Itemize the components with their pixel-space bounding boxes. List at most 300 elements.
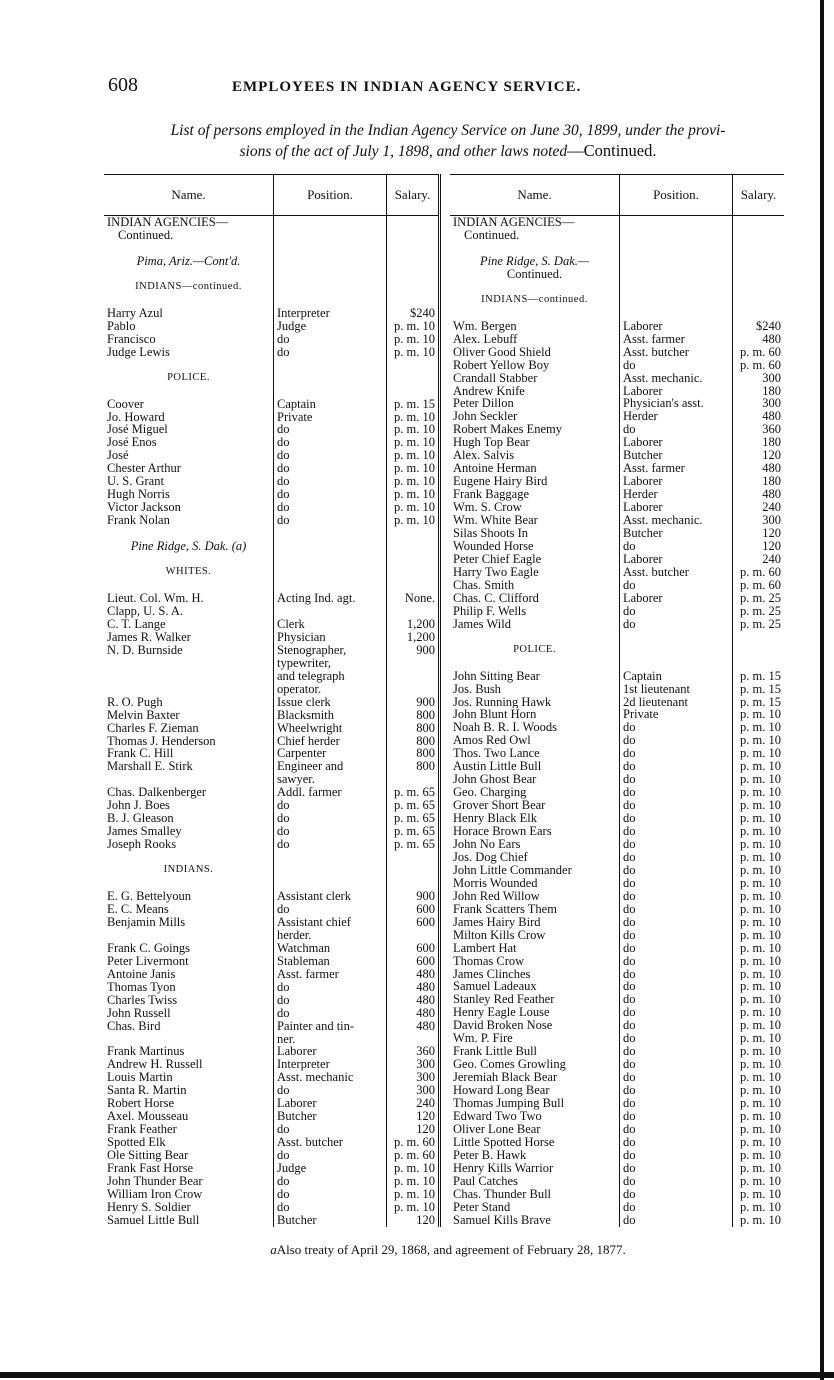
employee-salary: 360	[733, 423, 785, 436]
employee-salary: 800	[387, 747, 440, 760]
employee-name: James Clinches	[453, 967, 531, 981]
employee-name: Santa R. Martin	[107, 1084, 187, 1098]
employee-salary: 300	[733, 397, 785, 410]
employee-position: Asst. mechanic.	[620, 372, 733, 385]
table-row	[104, 1214, 440, 1227]
table-row	[450, 1071, 784, 1084]
employee-salary: 120	[387, 1123, 440, 1136]
employee-salary: 800	[387, 709, 440, 722]
table-row	[104, 760, 440, 773]
employee-name: Oliver Lone Bear	[453, 1122, 541, 1136]
group-label-indians-cont: INDIANS—continued.	[481, 293, 588, 305]
employee-name: Victor Jackson	[107, 501, 181, 515]
employee-position: Herder	[620, 410, 733, 423]
position-cell	[274, 553, 387, 566]
section-heading: INDIAN AGENCIES—	[107, 215, 229, 229]
employee-position: do	[620, 838, 733, 851]
table-row	[450, 825, 784, 838]
employee-name: Lambert Hat	[453, 941, 517, 955]
table-row	[104, 488, 440, 501]
salary-cell	[387, 385, 440, 398]
section-heading: INDIAN AGENCIES—	[453, 215, 575, 229]
table-row	[450, 514, 784, 527]
employee-position: do	[620, 760, 733, 773]
employee-name: Louis Martin	[107, 1071, 173, 1085]
employee-name: Paul Catches	[453, 1174, 518, 1188]
table-row	[450, 721, 784, 734]
right-table	[450, 174, 784, 1227]
employee-name: James Smalley	[107, 825, 182, 839]
employee-salary: p. m. 10	[733, 1201, 785, 1214]
employee-name: Jos. Running Hawk	[453, 695, 552, 709]
employee-salary: p. m. 10	[387, 501, 440, 514]
table-row	[104, 696, 440, 709]
employee-name: Austin Little Bull	[453, 760, 542, 774]
employee-position: do	[274, 346, 387, 359]
employee-salary: p. m. 10	[387, 436, 440, 449]
table-row	[450, 475, 784, 488]
table-row	[450, 579, 784, 592]
employee-position: Asst. mechanic	[274, 1071, 387, 1084]
employee-position: Asst. butcher	[620, 346, 733, 359]
employee-position: 1st lieutenant	[620, 683, 733, 696]
employee-salary	[387, 657, 440, 670]
table-label-row	[450, 268, 784, 281]
employee-name: John Russell	[107, 1006, 171, 1020]
employee-name: David Broken Nose	[453, 1019, 553, 1033]
table-row	[104, 1162, 440, 1175]
employee-position: do	[274, 799, 387, 812]
employee-position: do	[274, 812, 387, 825]
table-row	[450, 527, 784, 540]
table-row	[104, 747, 440, 760]
employee-name: John Thunder Bear	[107, 1175, 203, 1188]
employee-salary: p. m. 10	[733, 1175, 785, 1188]
employee-name: Andrew H. Russell	[107, 1058, 203, 1072]
table-row	[104, 657, 440, 670]
salary-cell	[733, 268, 785, 281]
table-row	[104, 631, 440, 644]
table-row	[450, 1058, 784, 1071]
employee-position: do	[274, 994, 387, 1007]
employee-position: Butcher	[620, 449, 733, 462]
table-row	[450, 773, 784, 786]
employee-name: José Enos	[107, 436, 157, 450]
employee-position: Herder	[620, 488, 733, 501]
employee-position: do	[274, 825, 387, 838]
employee-position: do	[274, 501, 387, 514]
employee-position: do	[274, 462, 387, 475]
employee-name: Jo. Howard	[107, 410, 165, 424]
table-row	[104, 994, 440, 1007]
employee-name: Thomas Tyon	[107, 980, 176, 994]
table-row	[104, 903, 440, 916]
subsection-pima: Pima, Ariz.—Cont'd.	[136, 254, 241, 268]
employee-salary: 240	[733, 553, 785, 566]
employee-salary	[387, 773, 440, 786]
employee-position: typewriter,	[274, 657, 387, 670]
salary-cell	[733, 294, 785, 307]
table-row	[450, 618, 784, 631]
employee-salary: 1,200	[387, 618, 440, 631]
employee-salary: 480	[387, 968, 440, 981]
table-row	[104, 1045, 440, 1058]
position-cell	[274, 864, 387, 877]
employee-salary: p. m. 60	[733, 359, 785, 372]
employee-name: John Red Willow	[453, 889, 540, 903]
table-row	[450, 1201, 784, 1214]
employee-name: C. T. Lange	[107, 617, 166, 631]
position-cell	[274, 540, 387, 553]
table-row	[450, 566, 784, 579]
employee-position: do	[620, 734, 733, 747]
employee-salary: p. m. 10	[733, 838, 785, 851]
employee-salary	[387, 670, 440, 683]
employee-name: John Little Commander	[453, 863, 572, 877]
employee-position: Wheelwright	[274, 722, 387, 735]
employee-position: Asst. butcher	[620, 566, 733, 579]
table-row	[104, 1071, 440, 1084]
employee-position: Private	[620, 708, 733, 721]
left-table	[104, 174, 441, 1227]
employee-position: Acting Ind. agt.	[274, 592, 387, 605]
employee-position	[274, 605, 387, 618]
salary-cell	[387, 527, 440, 540]
table-row	[104, 475, 440, 488]
employee-position: do	[620, 1162, 733, 1175]
table-row	[450, 540, 784, 553]
table-row	[104, 1020, 440, 1033]
table-row	[450, 890, 784, 903]
employee-salary: p. m. 15	[733, 696, 785, 709]
employee-position: Asst. farmer	[620, 462, 733, 475]
employee-name: Henry Kills Warrior	[453, 1161, 554, 1175]
table-row	[104, 592, 440, 605]
employee-position: Interpreter	[274, 307, 387, 320]
employee-name: Morris Wounded	[453, 876, 538, 890]
employee-name: Peter Dillon	[453, 397, 514, 411]
employee-position: do	[620, 1084, 733, 1097]
group-label-police: POLICE.	[513, 643, 556, 655]
table-row	[450, 346, 784, 359]
employee-name: John J. Boes	[107, 799, 170, 813]
spacer-row	[104, 553, 440, 566]
table-row	[104, 644, 440, 657]
employee-name: Robert Makes Enemy	[453, 423, 563, 437]
table-row	[104, 709, 440, 722]
table-row	[450, 1006, 784, 1019]
table-row	[104, 1201, 440, 1214]
employee-salary: p. m. 10	[733, 747, 785, 760]
employee-salary: p. m. 10	[733, 708, 785, 721]
employee-name: Peter B. Hawk	[453, 1148, 527, 1162]
spacer-row	[104, 359, 440, 372]
employee-position: do	[620, 579, 733, 592]
employee-position: do	[620, 1188, 733, 1201]
table-label-row	[450, 216, 784, 229]
employee-name: Melvin Baxter	[107, 708, 180, 722]
name-cell	[450, 242, 620, 255]
table-row	[450, 1175, 784, 1188]
employee-salary: p. m. 10	[733, 1006, 785, 1019]
salary-cell	[387, 864, 440, 877]
employee-name: Antoine Janis	[107, 967, 176, 981]
employee-salary: p. m. 10	[733, 916, 785, 929]
table-row	[450, 592, 784, 605]
employee-salary: p. m. 10	[733, 993, 785, 1006]
employee-name: Philip F. Wells	[453, 604, 527, 618]
table-row	[104, 812, 440, 825]
table-row	[450, 1019, 784, 1032]
employee-position: do	[274, 488, 387, 501]
employee-position: Issue clerk	[274, 696, 387, 709]
employee-position: Laborer	[620, 501, 733, 514]
table-row	[450, 410, 784, 423]
employee-name: E. C. Means	[107, 902, 169, 916]
table-row	[450, 605, 784, 618]
table-row	[104, 423, 440, 436]
employee-salary: p. m. 25	[733, 618, 785, 631]
employee-salary: p. m. 10	[733, 903, 785, 916]
table-row	[450, 903, 784, 916]
employee-position: Asst. mechanic.	[620, 514, 733, 527]
table-row	[104, 1136, 440, 1149]
spacer-row	[104, 851, 440, 864]
table-row	[104, 411, 440, 424]
table-row	[450, 1149, 784, 1162]
employee-salary: 900	[387, 644, 440, 657]
salary-cell	[733, 631, 785, 644]
employee-position: Painter and tin-	[274, 1020, 387, 1033]
table-row	[104, 890, 440, 903]
employee-salary: p. m. 10	[387, 1162, 440, 1175]
section-heading-cont: Continued.	[464, 228, 520, 242]
employee-position: Physician	[274, 631, 387, 644]
employee-position: do	[620, 423, 733, 436]
employee-position: do	[274, 1175, 387, 1188]
employee-position: herder.	[274, 929, 387, 942]
employee-position: Laborer	[620, 475, 733, 488]
table-row	[450, 501, 784, 514]
employee-salary: p. m. 10	[733, 864, 785, 877]
employee-name	[104, 670, 274, 683]
employee-name: Marshall E. Stirk	[107, 760, 193, 774]
employee-position: do	[620, 916, 733, 929]
employee-salary: p. m. 10	[733, 1071, 785, 1084]
salary-cell	[733, 307, 785, 320]
employee-position: Laborer	[620, 592, 733, 605]
employee-salary: p. m. 60	[387, 1136, 440, 1149]
employee-name: Thomas Jumping Bull	[453, 1097, 565, 1110]
salary-cell	[733, 242, 785, 255]
table-row	[104, 1007, 440, 1020]
employee-salary: p. m. 10	[733, 734, 785, 747]
employee-salary: 300	[387, 1058, 440, 1071]
employee-salary: p. m. 10	[387, 449, 440, 462]
table-row	[450, 786, 784, 799]
col-header-name: Name.	[450, 175, 620, 216]
employee-name: Charles Twiss	[107, 993, 178, 1007]
table-row	[450, 942, 784, 955]
table-row	[104, 929, 440, 942]
position-cell	[620, 216, 733, 229]
employee-position: Physician's asst.	[620, 397, 733, 410]
employee-salary: p. m. 10	[387, 488, 440, 501]
caption-line-1: List of persons employed in the Indian Agency Service on June 30, 1899, under the provi-	[170, 122, 726, 139]
position-cell	[620, 229, 733, 242]
employee-name	[104, 929, 274, 942]
table-row	[104, 735, 440, 748]
employee-position: do	[620, 1201, 733, 1214]
table-row	[104, 683, 440, 696]
group-label-indians-cont: INDIANS—continued.	[135, 280, 242, 292]
employee-salary: p. m. 10	[387, 411, 440, 424]
position-cell	[274, 359, 387, 372]
employee-salary: p. m. 10	[387, 320, 440, 333]
employee-name: Antoine Herman	[453, 462, 537, 476]
table-row	[104, 968, 440, 981]
name-cell	[104, 359, 274, 372]
salary-cell	[733, 644, 785, 657]
employee-position: do	[620, 1032, 733, 1045]
table-row	[104, 981, 440, 994]
employee-salary: p. m. 10	[733, 760, 785, 773]
employee-position: do	[620, 1136, 733, 1149]
spacer-row	[104, 527, 440, 540]
employee-salary: p. m. 10	[733, 1019, 785, 1032]
employee-position: do	[274, 423, 387, 436]
employee-salary: p. m. 10	[733, 1110, 785, 1123]
employee-salary: 120	[387, 1214, 440, 1227]
group-label-whites: WHITES.	[165, 566, 212, 578]
salary-cell	[387, 579, 440, 592]
table-row	[450, 955, 784, 968]
employee-salary: p. m. 10	[733, 955, 785, 968]
footnote	[108, 1242, 788, 1258]
table-label-row	[104, 566, 440, 579]
table-row	[450, 812, 784, 825]
employee-name: William Iron Crow	[107, 1187, 203, 1201]
employee-name: Lieut. Col. Wm. H.	[107, 592, 204, 605]
spacer-row	[450, 281, 784, 294]
employee-salary: p. m. 10	[733, 786, 785, 799]
employee-salary	[387, 929, 440, 942]
table-row	[450, 799, 784, 812]
employee-salary: p. m. 10	[733, 1123, 785, 1136]
employee-salary: 300	[387, 1084, 440, 1097]
employee-position: do	[620, 812, 733, 825]
employee-name: Robert Yellow Boy	[453, 358, 550, 372]
table-row	[104, 436, 440, 449]
employee-name: Frank Feather	[107, 1123, 177, 1137]
employee-name: E. G. Bettelyoun	[107, 890, 192, 903]
employee-name: N. D. Burnside	[107, 643, 183, 657]
employee-salary: 300	[733, 372, 785, 385]
employee-position: do	[620, 540, 733, 553]
employee-name: Edward Two Two	[453, 1110, 542, 1123]
col-header-salary: Salary.	[733, 175, 785, 216]
employee-position: 2d lieutenant	[620, 696, 733, 709]
col-header-position: Position.	[274, 175, 387, 216]
spacer-row	[104, 385, 440, 398]
employee-name: John Sitting Bear	[453, 669, 540, 683]
employee-position: do	[274, 1201, 387, 1214]
salary-cell	[387, 553, 440, 566]
page-edge-bottom	[0, 1372, 834, 1378]
employee-name: Robert Horse	[107, 1097, 174, 1111]
table-row	[450, 760, 784, 773]
employee-name: Jeremiah Black Bear	[453, 1071, 558, 1085]
employee-position: do	[620, 993, 733, 1006]
table-row	[450, 320, 784, 333]
table-row	[104, 942, 440, 955]
employee-name: Geo. Comes Growling	[453, 1058, 566, 1072]
table-label-row	[104, 864, 440, 877]
employee-salary: 180	[733, 475, 785, 488]
employee-name: Wm. S. Crow	[453, 501, 522, 515]
employee-name: John No Ears	[453, 837, 521, 851]
table-row	[450, 747, 784, 760]
employee-salary: 120	[733, 527, 785, 540]
employee-salary: p. m. 10	[733, 1032, 785, 1045]
employee-salary: p. m. 10	[733, 1214, 785, 1227]
employee-position: Carpenter	[274, 747, 387, 760]
employee-name: Frank C. Hill	[107, 747, 174, 761]
col-header-position: Position.	[620, 175, 733, 216]
employee-salary: p. m. 10	[733, 825, 785, 838]
employee-position: Laborer	[620, 436, 733, 449]
employee-position: do	[620, 618, 733, 631]
table-row	[450, 851, 784, 864]
salary-cell	[387, 566, 440, 579]
table-row	[104, 773, 440, 786]
employee-position: do	[620, 1110, 733, 1123]
salary-cell	[733, 281, 785, 294]
employee-name: Andrew Knife	[453, 384, 525, 398]
name-cell	[450, 307, 620, 320]
employee-salary: 480	[733, 488, 785, 501]
employee-salary: p. m. 60	[733, 579, 785, 592]
employee-name: Grover Short Bear	[453, 799, 546, 813]
position-cell	[620, 268, 733, 281]
employee-name: Alex. Lebuff	[453, 332, 518, 346]
employee-name: Frank Nolan	[107, 514, 170, 528]
employee-name: Ole Sitting Bear	[107, 1149, 189, 1163]
employee-salary: p. m. 10	[733, 968, 785, 981]
page-number: 608	[108, 74, 138, 96]
name-cell	[104, 851, 274, 864]
table-row	[104, 398, 440, 411]
employee-position: do	[274, 1123, 387, 1136]
employee-name: Joseph Rooks	[107, 838, 177, 852]
employee-name: Thomas Crow	[453, 954, 525, 968]
employee-position: Laborer	[620, 553, 733, 566]
employee-name: Francisco	[107, 332, 156, 346]
employee-position: do	[620, 773, 733, 786]
table-row	[104, 605, 440, 618]
employee-salary: p. m. 10	[733, 1045, 785, 1058]
employee-name: Jos. Bush	[453, 682, 501, 696]
employee-position: do	[620, 359, 733, 372]
table-row	[450, 462, 784, 475]
employee-salary: 240	[387, 1097, 440, 1110]
employee-salary: p. m. 10	[733, 942, 785, 955]
employee-position: do	[274, 1188, 387, 1201]
salary-cell	[733, 216, 785, 229]
employee-position: do	[620, 980, 733, 993]
table-row	[104, 618, 440, 631]
table-row	[104, 501, 440, 514]
